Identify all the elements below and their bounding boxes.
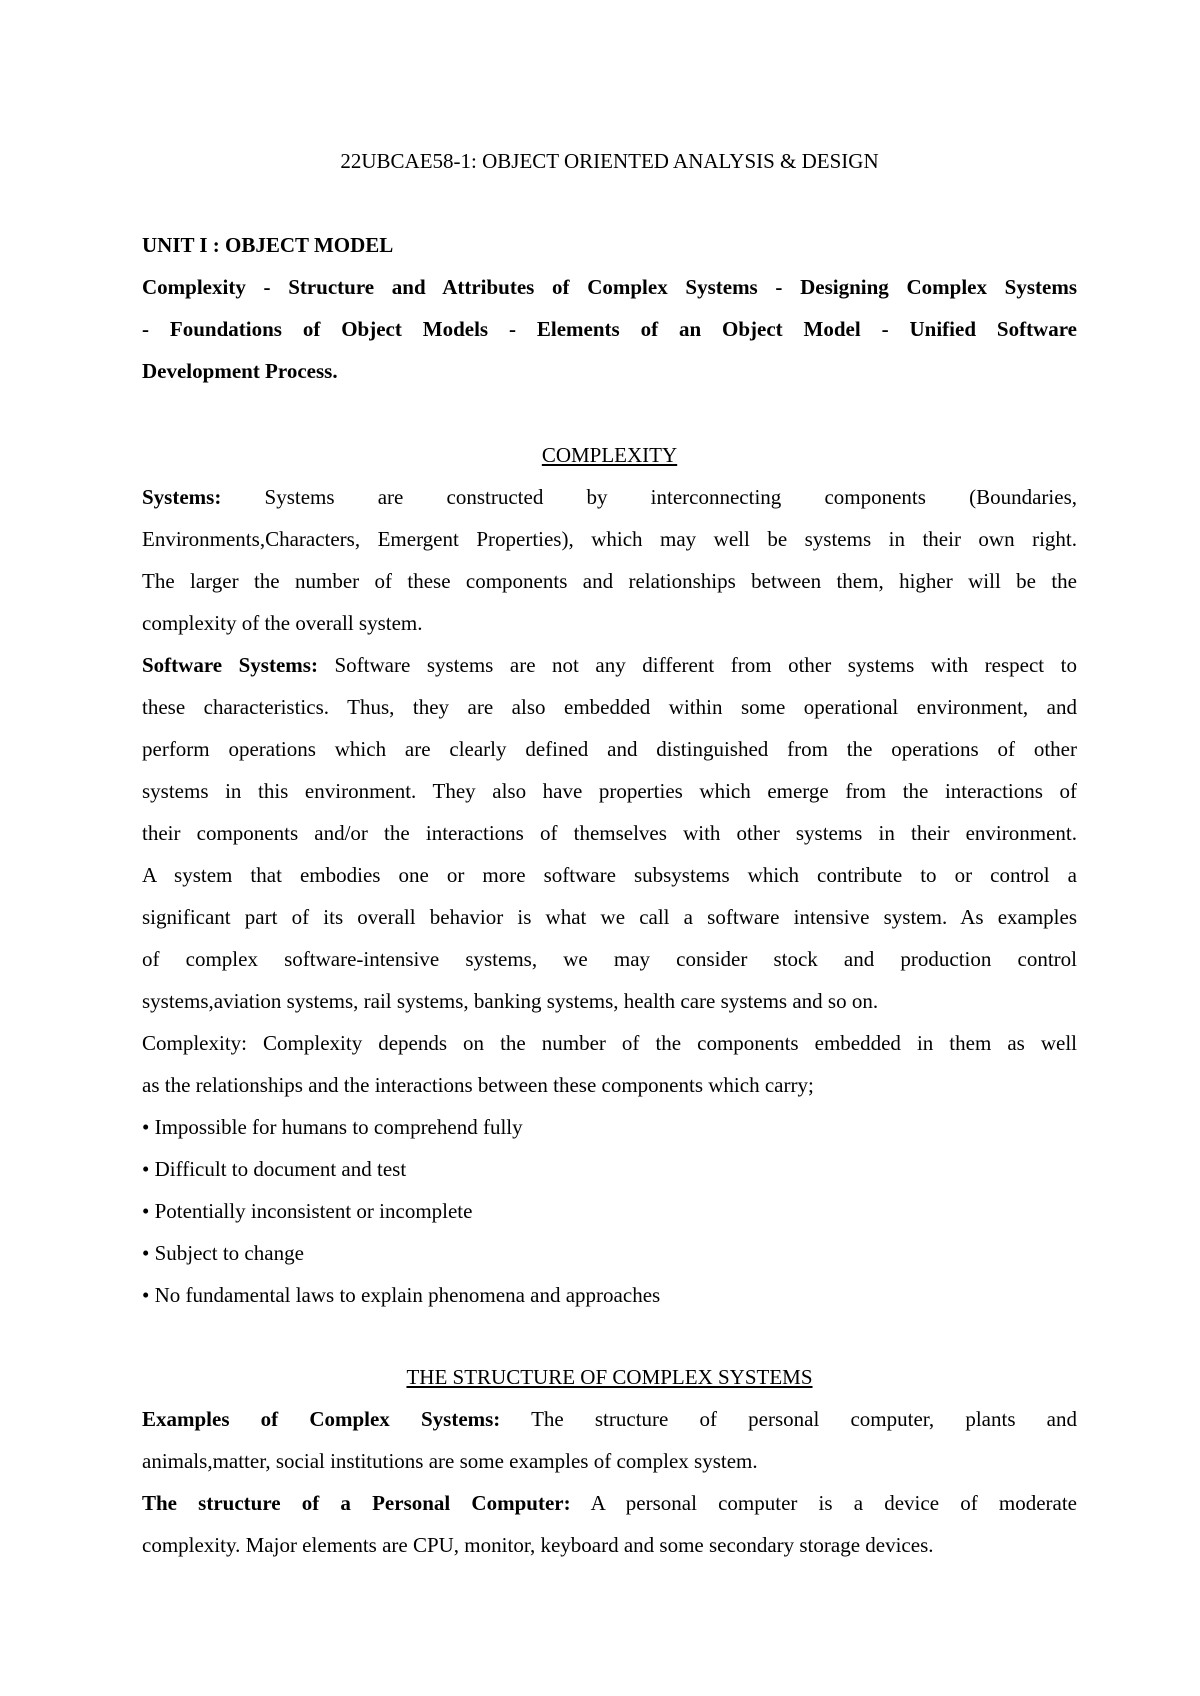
paragraph-line: Complexity: Complexity depends on the number of the components embedded in them as well xyxy=(142,1031,1077,1055)
paragraph-line: of complex software-intensive systems, we may consider stock and production control xyxy=(142,947,1077,971)
paragraph-line: as the relationships and the interactions between these components which carry; xyxy=(142,1073,814,1097)
section-heading-text: COMPLEXITY xyxy=(541,443,678,467)
paragraph-line: these characteristics. Thus, they are also embedded within some operational environment, and xyxy=(142,695,1077,719)
paragraph-line: Environments,Characters, Emergent Properties), which may well be systems in their own right. xyxy=(142,527,1077,551)
unit-title: UNIT I : OBJECT MODEL xyxy=(142,233,394,257)
bullet-item: • Potentially inconsistent or incomplete xyxy=(142,1199,473,1223)
section-heading-structure xyxy=(142,1356,1077,1398)
software-paragraph-first-line xyxy=(142,644,1077,686)
paragraph-line: systems in this environment. They also have properties which emerge from the interactions of xyxy=(142,779,1077,803)
document-title: 22UBCAE58-1: OBJECT ORIENTED ANALYSIS & DESIGN xyxy=(340,149,879,173)
systems-paragraph-first-line xyxy=(142,476,1077,518)
pc-text: A personal computer is a device of moderate xyxy=(590,1491,1077,1515)
examples-paragraph-first-line xyxy=(142,1398,1077,1440)
examples-text: The structure of personal computer, plants and xyxy=(531,1407,1077,1431)
software-systems-text: Software systems are not any different from other systems with respect to xyxy=(334,653,1078,677)
section-heading-complexity xyxy=(142,434,1077,476)
syllabus-block xyxy=(142,266,1077,392)
paragraph-line: significant part of its overall behavior is what we call a software intensive system. As examples xyxy=(142,905,1077,929)
systems-label: Systems: xyxy=(142,485,222,509)
bullet-item: • Subject to change xyxy=(142,1241,304,1265)
paragraph-line: complexity of the overall system. xyxy=(142,611,423,635)
software-systems-label: Software Systems: xyxy=(142,653,318,677)
complexity-body xyxy=(142,476,1077,1316)
paragraph-line: perform operations which are clearly defined and distinguished from the operations of other xyxy=(142,737,1077,761)
paragraph-line: The larger the number of these components and relationships between them, higher will be the xyxy=(142,569,1077,593)
structure-body xyxy=(142,1398,1077,1566)
paragraph-line: complexity. Major elements are CPU, monitor, keyboard and some secondary storage devices. xyxy=(142,1533,934,1557)
syllabus-line: Development Process. xyxy=(142,359,338,383)
pc-label: The structure of a Personal Computer: xyxy=(142,1491,571,1515)
syllabus-line: - Foundations of Object Models - Elements of an Object Model - Unified Software xyxy=(142,317,1077,341)
syllabus-line: Complexity - Structure and Attributes of Complex Systems - Designing Complex Systems xyxy=(142,275,1077,299)
paragraph-line: animals,matter, social institutions are some examples of complex system. xyxy=(142,1449,758,1473)
bullet-item: • No fundamental laws to explain phenomena and approaches xyxy=(142,1283,661,1307)
paragraph-line: their components and/or the interactions of themselves with other systems in their environment. xyxy=(142,821,1077,845)
bullet-item: • Impossible for humans to comprehend fully xyxy=(142,1115,523,1139)
examples-label: Examples of Complex Systems: xyxy=(142,1407,501,1431)
systems-text: Systems are constructed by interconnecting components (Boundaries, xyxy=(264,485,1078,509)
pc-paragraph-first-line xyxy=(142,1482,1077,1524)
paragraph-line: systems,aviation systems, rail systems, banking systems, health care systems and so on. xyxy=(142,989,879,1013)
paragraph-line: A system that embodies one or more software subsystems which contribute to or control a xyxy=(142,863,1077,887)
section-heading-text: THE STRUCTURE OF COMPLEX SYSTEMS xyxy=(406,1365,813,1389)
bullet-item: • Difficult to document and test xyxy=(142,1157,407,1181)
